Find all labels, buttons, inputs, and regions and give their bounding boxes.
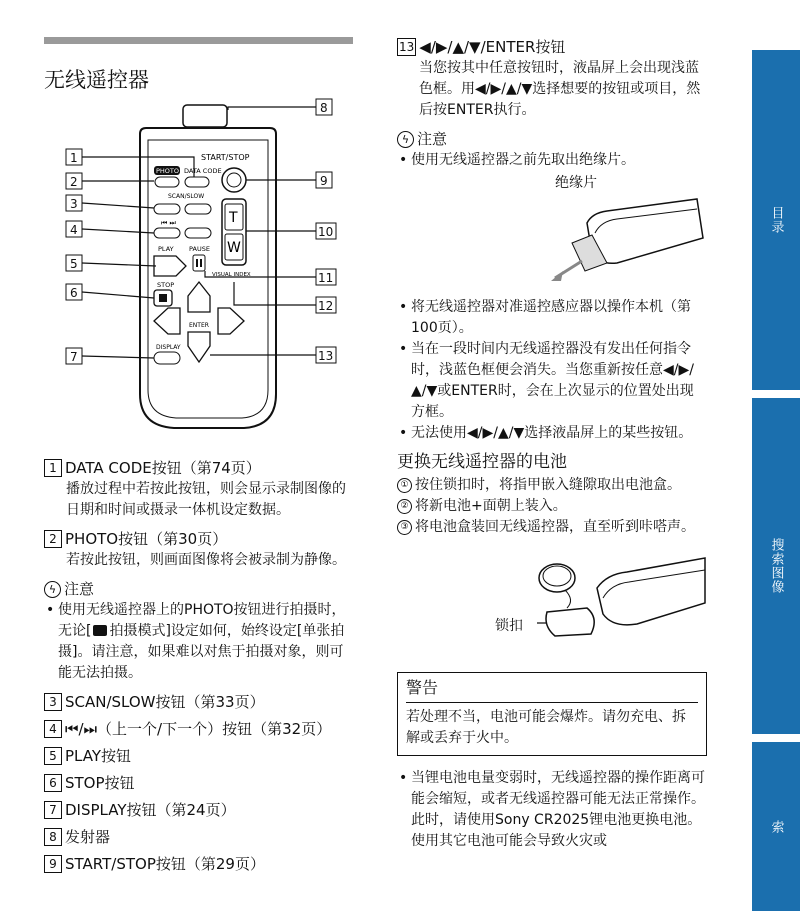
item-title: PHOTO按钮（第30页） [65, 530, 228, 548]
battery-section-title: 更换无线遥控器的电池 [397, 452, 567, 472]
item-number: 1 [44, 459, 62, 477]
battery-figure [397, 548, 707, 658]
note-heading [44, 579, 356, 600]
item-description: 当您按其中任意按钮时，液晶屏上会出现浅蓝色框。用◀/▶/▲/▼选择想要的按钮或项目，然后按ENTER执行。 [419, 60, 701, 118]
svg-text:PHOTO: PHOTO [156, 167, 180, 175]
section-rule [44, 37, 353, 44]
note-heading [397, 129, 707, 150]
list-item: 9 START/STOP按钮（第29页） [44, 854, 356, 875]
svg-text:SCAN/SLOW: SCAN/SLOW [168, 193, 205, 200]
svg-text:6: 6 [70, 286, 78, 300]
svg-text:7: 7 [70, 350, 78, 364]
tab-index[interactable] [752, 742, 800, 911]
svg-text:2: 2 [70, 175, 78, 189]
figure-label: 绝缘片 [555, 175, 597, 191]
note-list [397, 150, 707, 171]
bullet-item: • 无法使用◀/▶/▲/▼选择液晶屏上的某些按钮。 [397, 423, 707, 444]
item-number: 13 [399, 40, 415, 54]
item-title: DATA CODE按钮（第74页） [65, 459, 261, 477]
svg-text:4: 4 [70, 223, 78, 237]
list-item: 3 SCAN/SLOW按钮（第33页） [44, 692, 356, 713]
tab-label: 索 [768, 819, 784, 834]
step-item: ③ 将电池盒装回无线遥控器，直至听到咔嗒声。 [397, 517, 707, 538]
item-number: 2 [44, 530, 62, 548]
list-item: 5 PLAY按钮 [44, 746, 356, 767]
svg-text:12: 12 [318, 299, 334, 313]
svg-text:8: 8 [320, 101, 328, 115]
item-13 [397, 37, 707, 121]
bullet-item: • 将无线遥控器对准遥控感应器以操作本机（第100页）。 [397, 297, 707, 339]
svg-text:11: 11 [318, 271, 334, 285]
button-list [44, 692, 356, 875]
svg-text:DATA CODE: DATA CODE [184, 167, 222, 175]
list-item: 6 STOP按钮 [44, 773, 356, 794]
svg-text:10: 10 [318, 225, 334, 239]
svg-text:STOP: STOP [157, 281, 175, 289]
svg-text:ENTER: ENTER [189, 322, 209, 329]
svg-text:DISPLAY: DISPLAY [156, 344, 181, 351]
figure-label: 锁扣 [495, 618, 523, 634]
step-item: ① 按住锁扣时，将指甲嵌入缝隙取出电池盒。 [397, 475, 707, 496]
left-column [44, 458, 356, 881]
item-description: 若按此按钮，则画面图像将会被录制为静像。 [66, 552, 346, 568]
svg-text:PAUSE: PAUSE [189, 245, 210, 253]
list-item: 7 DISPLAY按钮（第24页） [44, 800, 356, 821]
insulation-sheet-figure [397, 173, 707, 293]
svg-text:T: T [229, 210, 238, 226]
list-item: 8 发射器 [44, 827, 356, 848]
bullet-item: • 当在一段时间内无线遥控器没有发出任何指令时，浅蓝色框便会消失。当您重新按任意◀/▶/▲/▼或ENTER时，会在上次显示的位置处出现方框。 [397, 339, 707, 423]
note-item: • 使用无线遥控器之前先取出绝缘片。 [397, 150, 707, 171]
warning-text: 若处理不当，电池可能会爆炸。请勿充电、拆解或丢弃于火中。 [406, 709, 686, 746]
tab-toc[interactable] [752, 50, 800, 390]
svg-text:3: 3 [70, 197, 78, 211]
note-title: 注意 [417, 130, 448, 148]
warning-box [397, 672, 707, 756]
battery-note-list [397, 768, 707, 852]
step-item: ② 将新电池+面朝上装入。 [397, 496, 707, 517]
right-column [397, 37, 707, 852]
tab-search-image[interactable] [752, 398, 800, 734]
tab-label: 搜索图像 [768, 538, 784, 594]
bullet-item: • 当锂电池电量变弱时，无线遥控器的操作距离可能会缩短，或者无线遥控器可能无法正常操作。此时，请使用Sony CR2025锂电池更换电池。使用其它电池可能会导致火灾或 [397, 768, 707, 852]
warning-title: 警告 [406, 677, 698, 703]
remote-control-figure [44, 94, 344, 444]
note-item: • 使用无线遥控器上的PHOTO按钮进行拍摄时，无论[ 拍摄模式]设定如何，始终设定[单张拍摄]。请注意，如果难以对焦于拍摄对象，则可能无法拍摄。 [44, 600, 356, 684]
svg-text:PLAY: PLAY [158, 245, 174, 253]
item-description: 播放过程中若按此按钮，则会显示录制图像的日期和时间或摄录一体机设定数据。 [66, 481, 346, 518]
tab-label: 目录 [768, 206, 784, 234]
svg-text:⏮ ⏭: ⏮ ⏭ [161, 219, 176, 227]
svg-text:1: 1 [70, 151, 78, 165]
list-item: 4 ⏮/⏭（上一个/下一个）按钮（第32页） [44, 719, 356, 740]
svg-text:W: W [227, 240, 241, 256]
bullet-list [397, 297, 707, 444]
note-title: 注意 [64, 580, 95, 598]
note-icon: ϟ [397, 131, 414, 148]
svg-text:5: 5 [70, 257, 78, 271]
item-title: ◀/▶/▲/▼/ENTER按钮 [419, 38, 566, 56]
page-title: 无线遥控器 [44, 68, 149, 92]
note-icon: ϟ [44, 581, 61, 598]
battery-steps [397, 475, 707, 538]
camera-icon [93, 625, 107, 636]
item-1 [44, 458, 356, 521]
svg-text:VISUAL INDEX: VISUAL INDEX [212, 272, 251, 278]
note-list [44, 600, 356, 684]
item-2 [44, 529, 356, 571]
svg-text:13: 13 [318, 349, 334, 363]
svg-text:9: 9 [320, 174, 328, 188]
start-stop-text: START/STOP [201, 153, 250, 162]
